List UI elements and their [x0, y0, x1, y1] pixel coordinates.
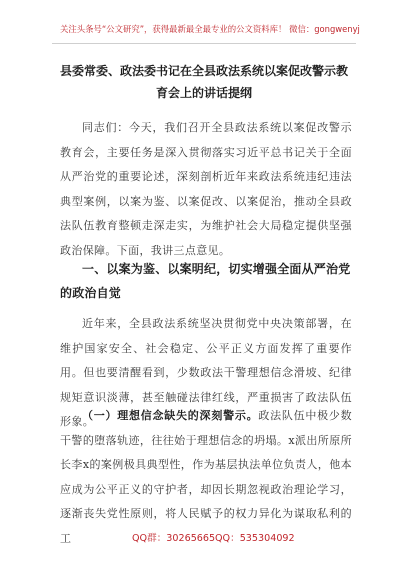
footer-qq-group: QQ群：30265665 [132, 533, 216, 544]
footer-qq: QQ：535304092 [215, 533, 295, 544]
document-title: 县委常委、政法委书记在全县政法系统以案促改警示教育会上的讲话提纲 [59, 64, 348, 100]
subsection-1-text: 政法队伍中极少数干警的堕落轨迹，往往始于理想信念的坍塌。x派出所原所长李x的案例极具典型性，作为基层执法单位负责人，他本应成为公平正义的守护者，却因长期忽视政治理论学习，逐渐丧失党性原则，将人民赋予的权力异化为谋取私利的工 [60, 409, 352, 545]
header-banner: 关注头条号“公文研究”，获得最新最全最专业的公文资料库！ 微信：gongwenyj [60, 24, 360, 34]
section-1-paragraph: 近年来，全县政法系统坚决贯彻党中央决策部署，在维护国家安全、社会稳定、公平正义方面发挥了重要作用。但也要清醒看到，少数政法干警理想信念滑坡、纪律规矩意识淡薄，甚至触碰法律红线，严重损害了政法队伍形象。 [60, 317, 352, 429]
section-1-heading: 一、以案为鉴、以案明纪，切实增强全面从严治党的政治自觉 [60, 262, 351, 300]
header-divider [52, 43, 356, 44]
intro-paragraph: 同志们：今天，我们召开全县政法系统以案促改警示教育会，主要任务是深入贯彻落实习近平总书记关于全面从严治党的重要论述，深刻剖析近年来政法系统违纪违法典型案例，以案为鉴、以案促改、以案促治，推动全县政法队伍教育整顿走深走实，为维护社会大局稳定提供坚强政治保障。下面，我讲三点意见。 [60, 121, 352, 257]
subsection-1-label: （一）理想信念缺失的深刻警示。 [82, 409, 259, 422]
footer [0, 530, 408, 550]
